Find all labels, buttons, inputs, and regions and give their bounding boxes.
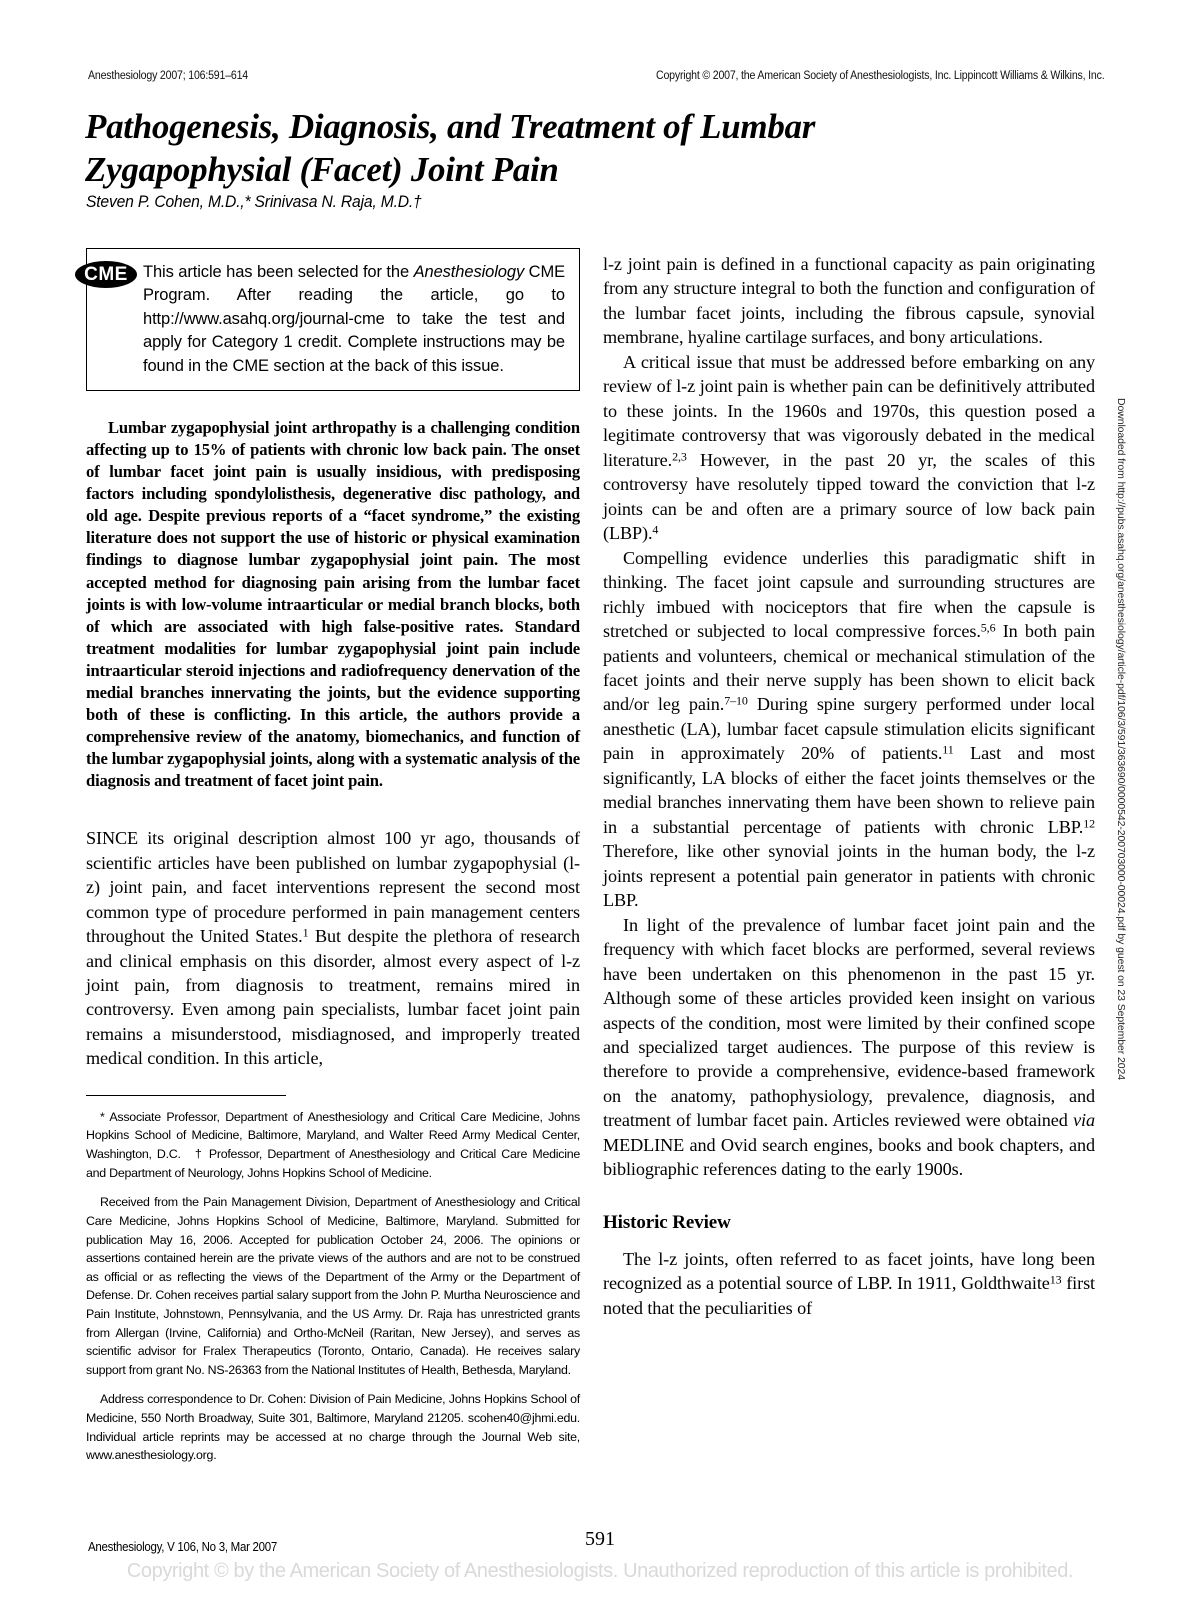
abstract-paragraph: Lumbar zygapophysial joint arthropathy is a challenging condition affecting up to 15% of patients with chronic low back pain. The onset of lumbar facet joint pain is usually insidious, with predisposing factors including spondylolisthesis, degenerative disc pathology, and old age. Despite previous reports of a “facet syndrome,” the existing literature does not support the use of historic or physical examination findings to diagnose lumbar zygapophysial joint pain. The most accepted method for diagnosing pain arising from the lumbar facet joints is with low-volume intraarticular or medial branch blocks, both of which are associated with high false-positive rates. Standard treatment modalities for lumbar zygapophysial joint pain include intraarticular steroid injections and radiofrequency denervation of the medial branches innervating the joints, but the evidence supporting both of these is conflicting. In this article, the authors provide a comprehensive review of the anatomy, biomechanics, and function of the lumbar zygapophysial joints, along with a systematic analysis of the diagnosis and treatment of facet joint pain. bbox=[86, 418, 580, 791]
cme-text-before: This article has been selected for the bbox=[143, 263, 414, 281]
page-title bbox=[85, 106, 1015, 191]
p4-text-1: In light of the prevalence of lumbar facet joint pain and the frequency with which facet blocks are performed, several reviews have been undertaken on this phenomenon in the past 15 yr. Although some of these articles provided keen insight on various aspects of the condition, most were limited by their confined scope and specialized target audiences. The purpose of this review is therefore to provide a comprehensive, evidence-based framework on the anatomy, pathophysiology, prevalence, diagnosis, and treatment of lumbar facet pain. Articles reviewed were obtained bbox=[603, 914, 1095, 1131]
copyright-watermark: Copyright © by the American Society of Anesthesiologists. Unauthorized reproduction of this article is prohibited. bbox=[126, 1560, 1074, 1582]
intro-text-2: But despite the plethora of research and clinical emphasis on this disorder, almost every aspect of l-z joint pain, from diagnosis to treatment, remains mired in controversy. Even among pain specialists, lumbar facet joint pain remains a misunderstood, misdiagnosed, and improperly treated medical condition. In this article, bbox=[86, 926, 580, 1069]
title-line-1: Pathogenesis, Diagnosis, and Treatment of Lumbar bbox=[85, 107, 816, 146]
footnote-divider bbox=[86, 1095, 286, 1096]
p5-text-2: first noted that the peculiarities of bbox=[603, 1273, 1096, 1318]
reference-marker: 1 bbox=[302, 925, 309, 940]
cme-badge-icon: CME bbox=[75, 261, 137, 288]
spacer bbox=[86, 792, 580, 826]
p3-text-5: Therefore, like other synovial joints in the human body, the l-z joints represent a potential pain generator in patients with chronic LBP. bbox=[603, 841, 1095, 911]
right-paragraph-2 bbox=[603, 350, 1095, 546]
right-paragraph-continued: l-z joint pain is defined in a functional capacity as pain originating from any structure integral to both the function and configuration of the lumbar facet joints, including the fibrous capsule, synovial membrane, hyaline cartilage surfaces, and bony articulations. bbox=[603, 254, 1095, 348]
reference-marker: 13 bbox=[1049, 1272, 1062, 1287]
p2-text-2: However, in the past 20 yr, the scales of this controversy have resolutely tipped toward the conviction that l-z joints can be and often are a primary source of low back pain (LBP). bbox=[603, 449, 1095, 544]
introduction-body bbox=[86, 826, 580, 1071]
footnote-received: Received from the Pain Management Division, Department of Anesthesiology and Critical Care Medicine, Johns Hopkins School of Medicine, Baltimore, Maryland. Submitted for publication May 16, 2006. Accepted for publication October 24, 2006. The opinions or assertions contained herein are the private views of the authors and are not to be construed as official or as reflecting the views of the Department of the Army or the Department of Defense. Dr. Cohen receives partial salary support from the John P. Murtha Neuroscience and Pain Institute, Johnstown, Pennsylvania, and the US Army. Dr. Raja has unrestricted grants from Allergan (Irvine, California) and Ortho-McNeil (Raritan, New Jersey), and serves as scientific advisor for Fralex Therapeutics (Toronto, Ontario, Canada). He receives salary support from grant No. NS-26363 from the National Institutes of Health, Bethesda, Maryland. bbox=[86, 1195, 580, 1377]
footnotes-block bbox=[86, 1108, 580, 1465]
right-paragraph-5 bbox=[603, 1247, 1095, 1320]
footer-journal-line: Anesthesiology, V 106, No 3, Mar 2007 bbox=[88, 1540, 278, 1554]
section-heading-historic-review: Historic Review bbox=[603, 1211, 731, 1233]
copyright-line: Copyright © 2007, the American Society of Anesthesiologists, Inc. Lippincott Williams & Wilkins, Inc. bbox=[655, 70, 1104, 82]
p4-italic-via: via bbox=[1073, 1110, 1095, 1131]
reference-marker: 5,6 bbox=[980, 620, 996, 635]
cme-text-after: CME Program. After reading the article, go to http://www.asahq.org/journal-cme to take the test and apply for Category 1 credit. Complete instructions may be found in the CME section at the back of this issue. bbox=[143, 263, 565, 375]
reference-marker: 2,3 bbox=[672, 449, 687, 464]
reference-marker: 12 bbox=[1083, 816, 1095, 831]
footnote-correspondence: Address correspondence to Dr. Cohen: Division of Pain Medicine, Johns Hopkins School of Medicine, 550 North Broadway, Suite 301, Baltimore, Maryland 21205. scohen40@jhmi.edu. Individual article reprints may be accessed at no charge through the Journal Web site, www.anesthesiology.org. bbox=[86, 1392, 580, 1463]
footnote-affiliation: * Associate Professor, Department of Anesthesiology and Critical Care Medicine, Johns Hopkins School of Medicine, Baltimore, Maryland, and Walter Reed Army Medical Center, Washington, D.C. † Professor, Department of Anesthesiology and Critical Care Medicine and Department of Neurology, Johns Hopkins School of Medicine. bbox=[86, 1109, 580, 1180]
right-column bbox=[603, 252, 1095, 1320]
title-line-2: Zygapophysial (Facet) Joint Pain bbox=[85, 149, 559, 189]
reference-marker: 11 bbox=[942, 742, 954, 757]
cme-text bbox=[143, 261, 565, 378]
intro-paragraph-1 bbox=[86, 826, 580, 1071]
intro-text-1: SINCE its original description almost 100 yr ago, thousands of scientific articles have been published on lumbar zygapophysial (l-z) joint pain, and facet interventions represent the second most common type of procedure performed in pain management centers throughout the United States. bbox=[86, 828, 580, 947]
cme-journal-name: Anesthesiology bbox=[413, 263, 525, 281]
right-paragraph-3 bbox=[603, 546, 1095, 913]
p3-text-3: During spine surgery performed under local anesthetic (LA), lumbar facet capsule stimulation elicits significant pain in approximately 20% of patients. bbox=[603, 694, 1095, 764]
download-stamp: Downloaded from http://pubs.asahq.org/anesthesiology/article-pdf/106/3/591/363690/0000542-200703000-00024.pdf by guest on 23 September 2024 bbox=[1115, 398, 1127, 1080]
p4-text-2: MEDLINE and Ovid search engines, books and book chapters, and bibliographic references dating to the early 1900s. bbox=[603, 1134, 1095, 1180]
p3-text-2: In both pain patients and volunteers, chemical or mechanical stimulation of the facet joints and their nerve supply has been shown to elicit back and/or leg pain. bbox=[603, 621, 1095, 715]
author-byline: Steven P. Cohen, M.D.,* Srinivasa N. Raja, M.D.† bbox=[86, 193, 422, 211]
cme-callout-box bbox=[86, 248, 580, 391]
journal-citation: Anesthesiology 2007; 106:591–614 bbox=[88, 70, 249, 82]
p3-text-4: Last and most significantly, LA blocks of either the facet joints themselves or the medial branches innervating them have been shown to relieve pain in a substantial percentage of patients with chronic LBP. bbox=[603, 743, 1095, 837]
right-paragraph-4 bbox=[603, 913, 1095, 1182]
masthead bbox=[88, 70, 1104, 82]
left-column bbox=[86, 248, 580, 1476]
p2-text-1: A critical issue that must be addressed before embarking on any review of l-z joint pain is whether pain can be definitively attributed to these joints. In the 1960s and 1970s, this question posed a legitimate controversy that was vigorously debated in the medical literature. bbox=[603, 351, 1095, 470]
p5-text-1: The l-z joints, often referred to as facet joints, have long been recognized as a potential source of LBP. In 1911, Goldthwaite bbox=[603, 1248, 1095, 1294]
reference-marker: 7–10 bbox=[724, 693, 748, 708]
page-number: 591 bbox=[585, 1528, 615, 1550]
p3-text-1: Compelling evidence underlies this paradigmatic shift in thinking. The facet joint capsule and surrounding structures are richly imbued with nociceptors that fire when the capsule is stretched or subjected to local compressive forces. bbox=[603, 547, 1095, 642]
reference-marker: 4 bbox=[652, 522, 659, 537]
